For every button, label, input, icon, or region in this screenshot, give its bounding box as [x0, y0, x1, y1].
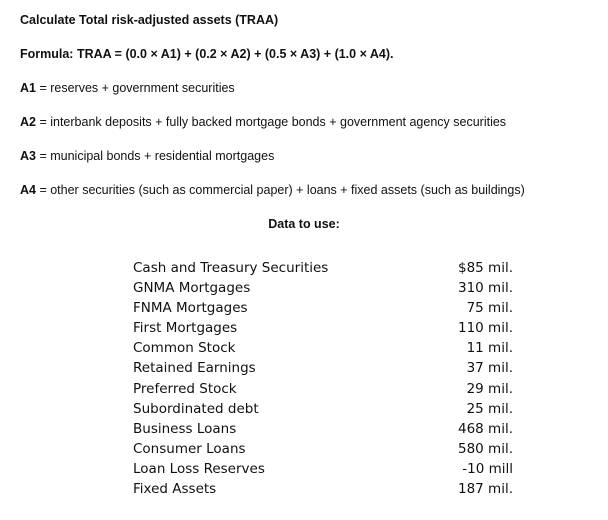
- definition-text: = reserves + government securities: [35, 81, 235, 95]
- definition-text: = municipal bonds + residential mortgages: [35, 149, 275, 163]
- row-value: -10 mill: [462, 460, 513, 477]
- definition-key: A2: [20, 115, 36, 129]
- row-value: 468 mil.: [457, 420, 513, 437]
- row-label: GNMA Mortgages: [133, 280, 251, 297]
- definition-key: A1: [20, 81, 36, 95]
- row-value: 37 mil.: [466, 360, 513, 377]
- row-label: Retained Earnings: [133, 360, 256, 377]
- row-value: 11 mil.: [466, 340, 513, 357]
- definition-key: A3: [20, 149, 36, 163]
- row-value: 25 mil.: [466, 400, 513, 417]
- row-value: $85 mil.: [457, 260, 513, 276]
- table-row: [133, 298, 513, 318]
- table-row: [133, 479, 513, 499]
- table-row: [133, 419, 513, 439]
- definition-key: A4: [20, 183, 36, 197]
- definition-a1: [20, 81, 235, 95]
- row-value: 580 mil.: [457, 440, 513, 457]
- row-label: Subordinated debt: [133, 400, 259, 417]
- table-row: [133, 318, 513, 338]
- row-label: Business Loans: [133, 420, 237, 437]
- data-table: [133, 258, 513, 499]
- data-label: Data to use:: [268, 217, 340, 231]
- formula-line: Formula: TRAA = (0.0 × A1) + (0.2 × A2) + (0.5 × A3) + (1.0 × A4).: [20, 47, 394, 61]
- definition-a3: [20, 149, 274, 163]
- row-label: Cash and Treasury Securities: [133, 260, 329, 276]
- row-label: Loan Loss Reserves: [133, 460, 265, 477]
- row-label: Consumer Loans: [133, 440, 246, 457]
- row-label: Fixed Assets: [133, 481, 217, 498]
- definition-text: = other securities (such as commercial paper) + loans + fixed assets (such as buildings): [35, 183, 525, 197]
- row-value: 310 mil.: [457, 280, 513, 297]
- row-value: 187 mil.: [457, 481, 513, 498]
- row-value: 29 mil.: [466, 380, 513, 397]
- row-label: First Mortgages: [133, 320, 238, 337]
- table-row: [133, 399, 513, 419]
- table-row: [133, 278, 513, 298]
- row-label: Common Stock: [133, 340, 236, 357]
- definition-a2: [20, 115, 506, 129]
- row-label: Preferred Stock: [133, 380, 237, 397]
- row-value: 110 mil.: [457, 320, 513, 337]
- row-value: 75 mil.: [466, 300, 513, 317]
- table-row: [133, 459, 513, 479]
- row-label: FNMA Mortgages: [133, 300, 248, 317]
- table-row: [133, 439, 513, 459]
- table-row: [133, 258, 513, 278]
- table-row: [133, 379, 513, 399]
- definition-text: = interbank deposits + fully backed mortgage bonds + government agency securities: [35, 115, 507, 129]
- definition-a4: [20, 183, 525, 197]
- table-row: [133, 338, 513, 358]
- table-row: [133, 358, 513, 378]
- page-heading: Calculate Total risk-adjusted assets (TRAA): [20, 13, 279, 27]
